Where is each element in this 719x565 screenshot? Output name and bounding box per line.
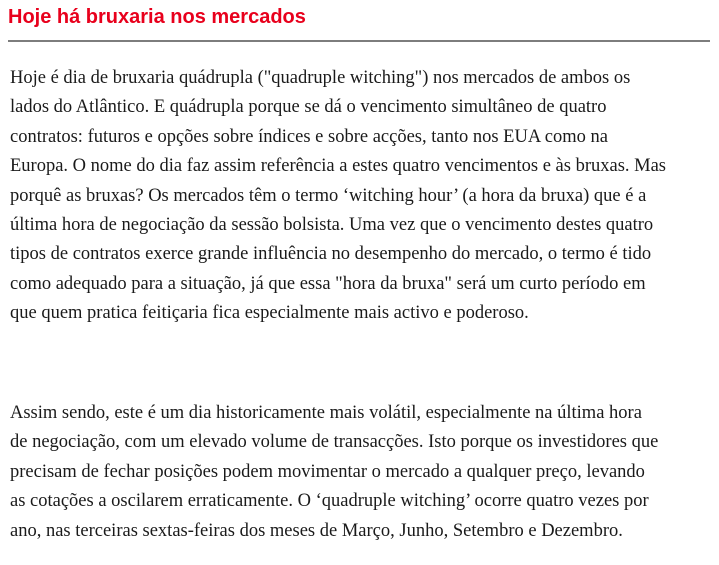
article-paragraph-1 xyxy=(10,64,712,329)
paragraph-line: Assim sendo, este é um dia historicamente mais volátil, especialmente na última hora xyxy=(10,403,642,423)
paragraph-line: tipos de contratos exerce grande influência no desempenho do mercado, o termo é tido xyxy=(10,244,652,265)
paragraph-line: que quem pratica feitiçaria fica especialmente mais activo e poderoso. xyxy=(10,303,529,324)
paragraph-line: contratos: futuros e opções sobre índices e sobre acções, tanto nos EUA como na xyxy=(10,126,608,147)
title-divider xyxy=(8,40,710,42)
paragraph-line: última hora de negociação da sessão bolsista. Uma vez que o vencimento destes quatro xyxy=(10,215,654,236)
paragraph-line: porquê as bruxas? Os mercados têm o termo ‘witching hour’ (a hora da bruxa) que é a xyxy=(10,185,647,206)
article-paragraph-2 xyxy=(10,399,712,546)
paragraph-line: precisam de fechar posições podem movimentar o mercado a qualquer preço, levando xyxy=(10,461,645,482)
paragraph-line: ano, nas terceiras sextas-feiras dos meses de Março, Junho, Setembro e Dezembro. xyxy=(10,520,623,541)
paragraph-line: as cotações a oscilarem erraticamente. O ‘quadruple witching’ ocorre quatro vezes por xyxy=(10,491,649,512)
paragraph-line: como adequado para a situação, já que essa "hora da bruxa" será um curto período em xyxy=(10,273,646,294)
paragraph-line: Hoje é dia de bruxaria quádrupla ("quadruple witching") nos mercados de ambos os xyxy=(10,68,631,88)
paragraph-line: de negociação, com um elevado volume de transacções. Isto porque os investidores que xyxy=(10,432,659,453)
paragraph-line: Europa. O nome do dia faz assim referência a estes quatro vencimentos e às bruxas. Mas xyxy=(10,156,667,177)
paragraph-line: lados do Atlântico. E quádrupla porque se dá o vencimento simultâneo de quatro xyxy=(10,97,607,118)
article-title: Hoje há bruxaria nos mercados xyxy=(8,6,306,28)
